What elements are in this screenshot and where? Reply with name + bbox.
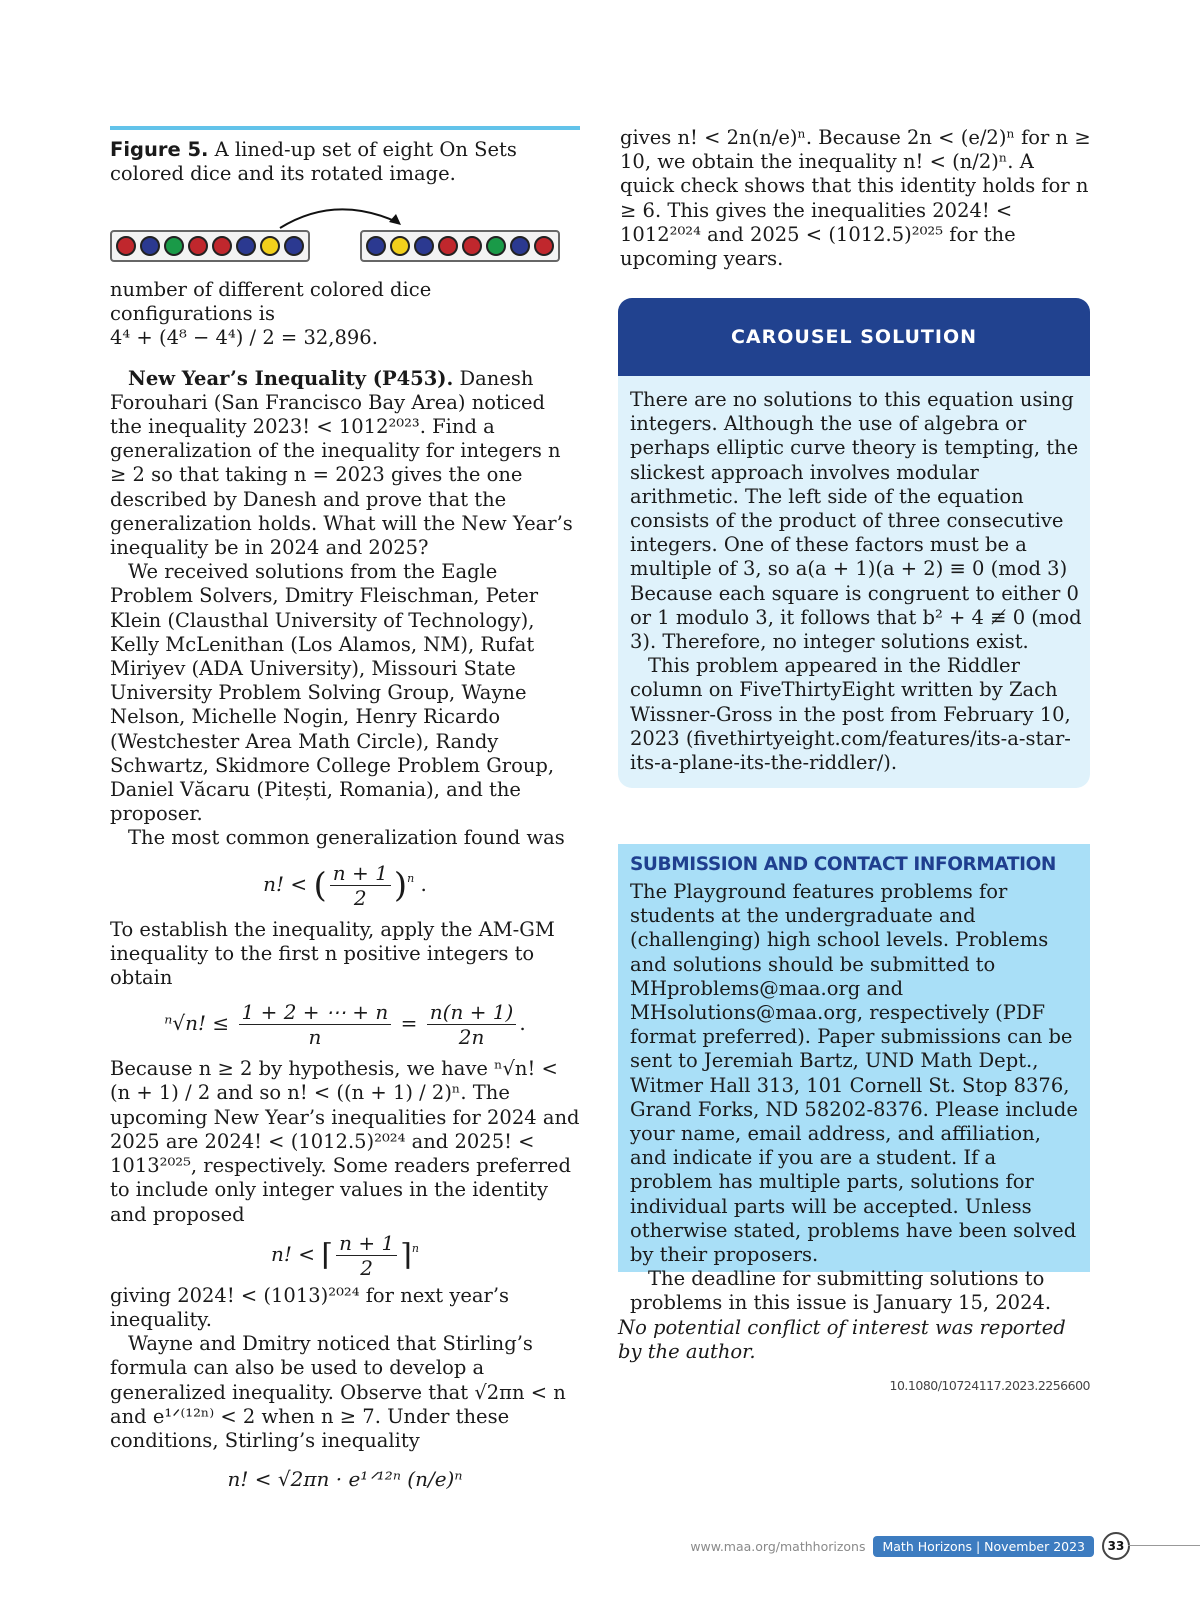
die-icon <box>486 236 506 256</box>
solvers-paragraph: We received solutions from the Eagle Problem Solvers, Dmitry Fleischman, Peter Klein (Clausthal University of Technology), Kelly McLenithan (Los Alamos, NM), Rufat Miriyev (ADA University), Missouri State University Problem Solving Group, Wayne Nelson, Michelle Nogin, Henry Ricardo (Westchester Area Math Circle), Randy Schwartz, Skidmore College Problem Group, Daniel Văcaru (Pitești, Romania), and the proposer. <box>110 560 555 826</box>
common-paragraph: The most common generalization found was <box>128 826 565 850</box>
problem-title: New Year’s Inequality (P453). <box>128 366 454 390</box>
page-number: 33 <box>1102 1532 1130 1560</box>
submission-paragraph-1: The Playground features problems for students at the undergraduate and (challenging) high school levels. Problems and solutions should be submitted to MHproblems@maa.org and MHsolutions@maa.org, respectively (PDF format preferred). Paper submissions can be sent to Jeremiah Bartz, UND Math Dept., Witmer Hall 313, 101 Cornell St. Stop 8376, Grand Forks, ND 58202-8376. Please include your name, email address, and affiliation, and indicate if you are a student. If a problem has multiple parts, solutions for individual parts will be accepted. Unless otherwise stated, problems have been solved by their proposers. <box>630 880 1078 1267</box>
problem-paragraph <box>110 367 580 561</box>
rotation-arrow-icon <box>275 200 415 232</box>
page-footer <box>690 1532 1130 1560</box>
die-icon <box>284 236 304 256</box>
configs-formula: 4⁴ + (4⁸ − 4⁴) / 2 = 32,896. <box>110 326 378 350</box>
die-icon <box>414 236 434 256</box>
die-icon <box>188 236 208 256</box>
die-icon <box>116 236 136 256</box>
stirling-paragraph: Wayne and Dmitry noticed that Stirling’s formula can also be used to develop a generalized inequality. Observe that √2πn < n and e¹ᐟ⁽¹²ⁿ⁾ < 2 when n ≥ 7. Under these conditions, Stirling’s inequality <box>110 1332 566 1452</box>
footer-url[interactable]: www.maa.org/mathhorizons <box>690 1538 866 1554</box>
left-column <box>110 278 580 1491</box>
because-paragraph: Because n ≥ 2 by hypothesis, we have ⁿ√n! < (n + 1) / 2 and so n! < ((n + 1) / 2)ⁿ. The upcoming New Year’s inequalities for 2024 and 2025 are 2024! < (1012.5)²⁰²⁴ and 2025! < 1013²⁰²⁵, respectively. Some readers preferred to include only integer values in the identity and proposed <box>110 1057 580 1226</box>
doi: 10.1080/10724117.2023.2256600 <box>889 1378 1090 1393</box>
submission-paragraph-2: The deadline for submitting solutions to problems in this issue is January 15, 2024. <box>630 1267 1052 1315</box>
problem-text: Danesh Forouhari (San Francisco Bay Area) noticed the inequality 2023! < 1012²⁰²³. Find a generalization of the inequality for integers n ≥ 2 so that taking n = 2023 gives the one described by Danesh and prove that the generalization holds. What will the New Year’s inequality be in 2024 and 2025? <box>110 366 573 560</box>
figure-rule <box>110 126 580 130</box>
figure-label: Figure 5. <box>110 138 209 161</box>
equation-4: n! < √2πn · e¹ᐟ¹²ⁿ (n/e)ⁿ <box>227 1467 463 1492</box>
conflict-statement: No potential conflict of interest was reported by the author. <box>618 1316 1066 1364</box>
dice-row-rotated <box>360 230 560 262</box>
equation-1: n! < ( $\frac{n + 1}{2}$ )$^n$ . <box>263 860 427 910</box>
die-icon <box>212 236 232 256</box>
carousel-solution-box <box>618 298 1090 788</box>
submission-title: SUBMISSION AND CONTACT INFORMATION <box>630 854 1056 875</box>
equation-3: n! < ⌈ $\frac{n + 1}{2}$ ⌉$^n$ <box>270 1230 419 1280</box>
die-icon <box>260 236 280 256</box>
die-icon <box>236 236 256 256</box>
die-icon <box>390 236 410 256</box>
carousel-paragraph-1: There are no solutions to this equation using integers. Although the use of algebra or perhaps elliptic curve theory is tempting, the slickest approach involves modular arithmetic. The left side of the equation consists of the product of three consecutive integers. One of these factors must be a multiple of 3, so a(a + 1)(a + 2) ≡ 0 (mod 3) Because each square is congruent to either 0 or 1 modulo 3, it follows that b² + 4 ≢ 0 (mod 3). Therefore, no integer solutions exist. <box>630 388 1082 654</box>
figure-caption <box>110 138 580 186</box>
die-icon <box>366 236 386 256</box>
right-top-text: gives n! < 2n(n/e)ⁿ. Because 2n < (e/2)ⁿ for n ≥ 10, we obtain the inequality n! < (n/2)ⁿ. A quick check shows that this identity holds for n ≥ 6. This gives the inequalities 2024! < 1012²⁰²⁴ and 2025 < (1012.5)²⁰²⁵ for the upcoming years. <box>620 126 1091 271</box>
configs-text: number of different colored dice configurations is <box>110 278 432 326</box>
equation-2: ⁿ√n! ≤ $\frac{1 + 2 + \cdots + n}{n}$ = $\frac{n(n + 1)}{2n}$ . <box>164 1000 526 1050</box>
submission-box <box>618 844 1090 1315</box>
figure-caption-text: A lined-up set of eight On Sets colored dice and its rotated image. <box>110 138 517 186</box>
footer-line <box>1128 1545 1200 1546</box>
die-icon <box>140 236 160 256</box>
die-icon <box>510 236 530 256</box>
die-icon <box>438 236 458 256</box>
dice-row-original <box>110 230 310 262</box>
journal-badge: Math Horizons | November 2023 <box>873 1536 1094 1557</box>
carousel-title: CAROUSEL SOLUTION <box>618 298 1090 376</box>
die-icon <box>534 236 554 256</box>
carousel-paragraph-2: This problem appeared in the Riddler column on FiveThirtyEight written by Zach Wissner-Gross in the post from February 10, 2023 (fivethirtyeight.com/features/its-a-star-its-a-plane-its-the-riddler/). <box>630 654 1071 775</box>
die-icon <box>164 236 184 256</box>
amgm-paragraph: To establish the inequality, apply the AM-GM inequality to the first n positive integers to obtain <box>110 917 555 990</box>
giving-paragraph: giving 2024! < (1013)²⁰²⁴ for next year’s inequality. <box>110 1283 510 1331</box>
die-icon <box>462 236 482 256</box>
